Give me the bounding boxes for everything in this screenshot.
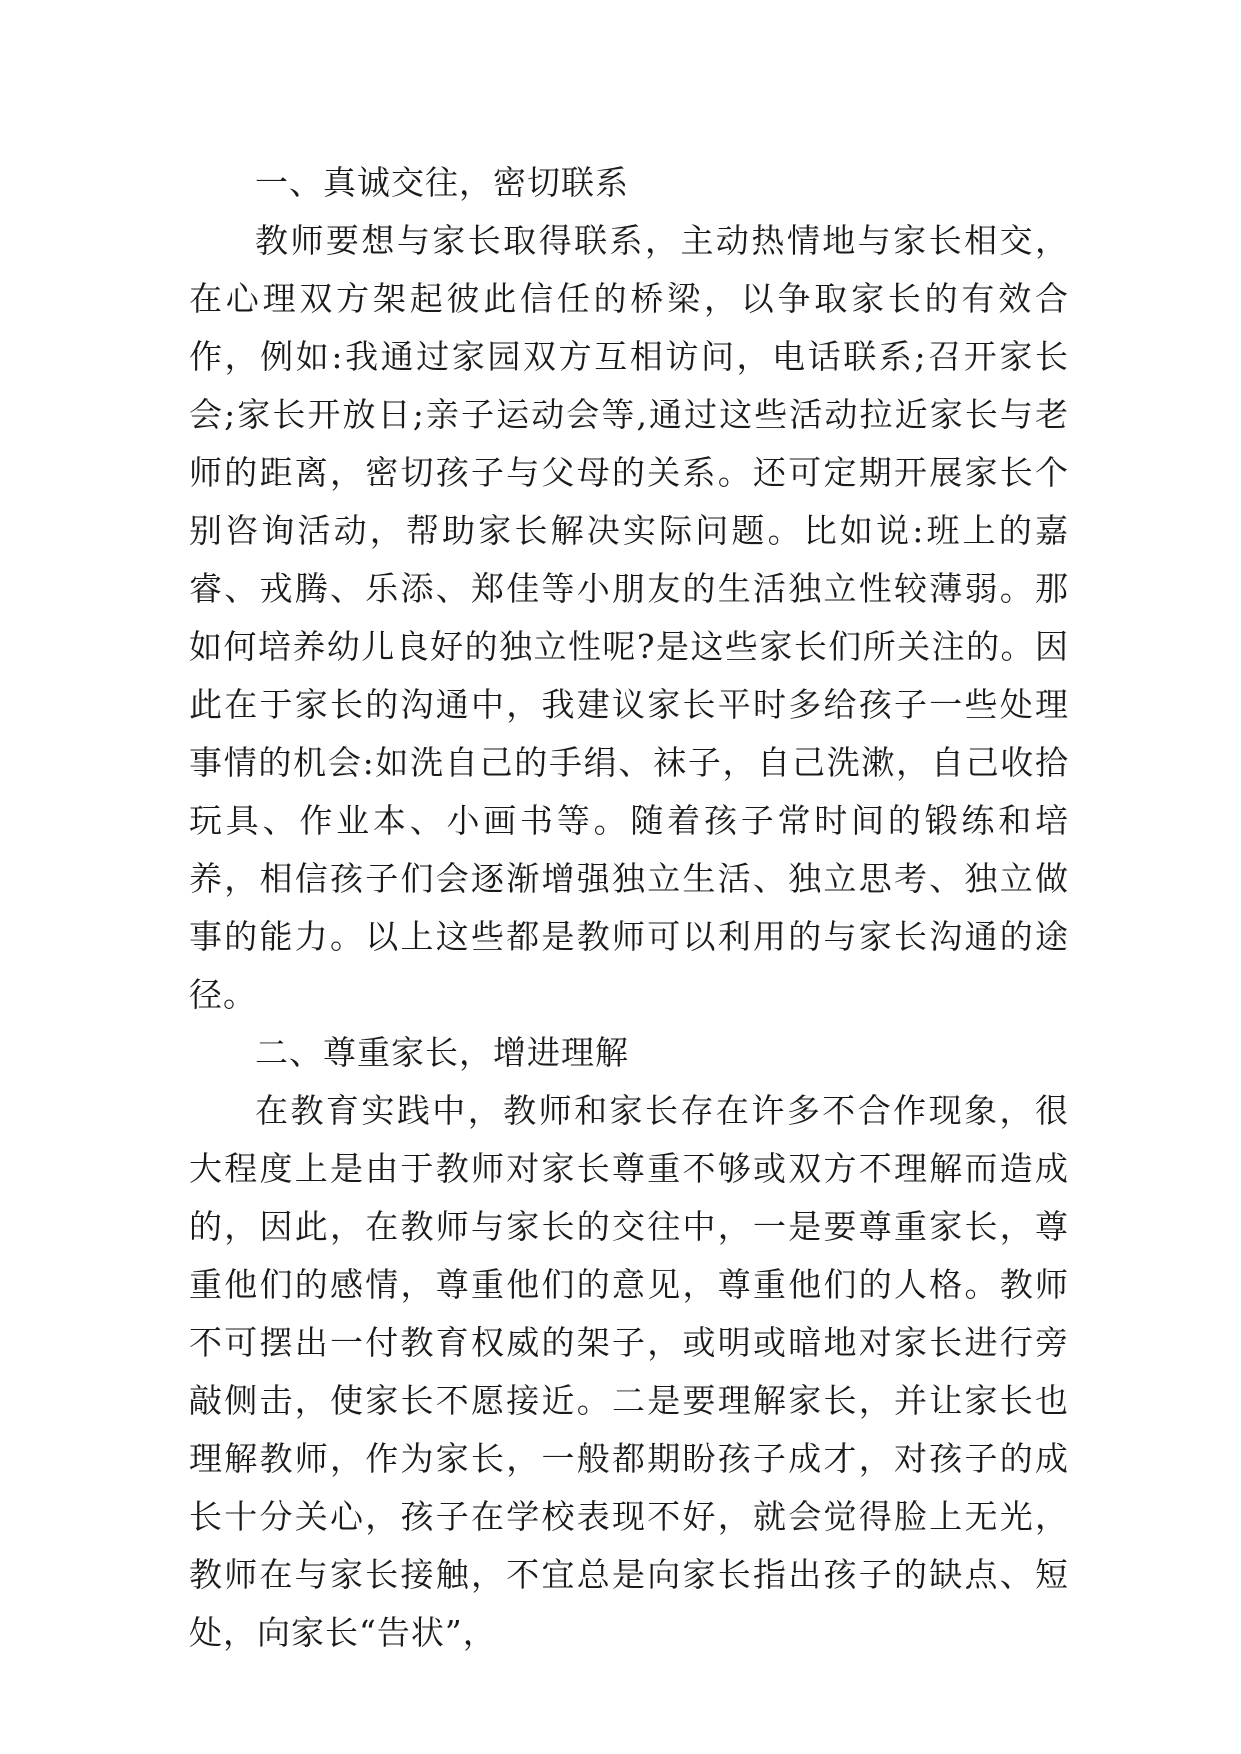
section-paragraph-2: 在教育实践中，教师和家长存在许多不合作现象，很大程度上是由于教师对家长尊重不够或双方不理解而造成的，因此，在教师与家长的交往中，一是要尊重家长，尊重他们的感情，尊重他们的意见，尊重他们的人格。教师不可摆出一付教育权威的架子，或明或暗地对家长进行旁敲侧击，使家长不愿接近。二是要理解家长，并让家长也理解教师，作为家长，一般都期盼孩子成才，对孩子的成长十分关心，孩子在学校表现不好，就会觉得脸上无光，教师在与家长接触，不宜总是向家长指出孩子的缺点、短处，向家长“告状”， xyxy=(189,1091,1069,1652)
section-paragraph-1: 教师要想与家长取得联系，主动热情地与家长相交，在心理双方架起彼此信任的桥梁，以争取家长的有效合作，例如:我通过家园双方互相访问，电话联系;召开家长会;家长开放日;亲子运动会等,通过这些活动拉近家长与老师的距离，密切孩子与父母的关系。还可定期开展家长个别咨询活动，帮助家长解决实际问题。比如说:班上的嘉睿、戎腾、乐添、郑佳等小朋友的生活独立性较薄弱。那如何培养幼儿良好的独立性呢?是这些家长们所关注的。因此在于家长的沟通中，我建议家长平时多给孩子一些处理事情的机会:如洗自己的手绢、袜子，自己洗漱，自己收拾玩具、作业本、小画书等。随着孩子常时间的锻练和培养，相信孩子们会逐渐增强独立生活、独立思考、独立做事的能力。以上这些都是教师可以利用的与家长沟通的途径。 xyxy=(189,221,1069,1014)
section-heading-1: 一、真诚交往，密切联系 xyxy=(255,163,629,202)
section-heading-2: 二、尊重家长，增进理解 xyxy=(255,1033,629,1072)
document-body xyxy=(189,154,1069,1662)
